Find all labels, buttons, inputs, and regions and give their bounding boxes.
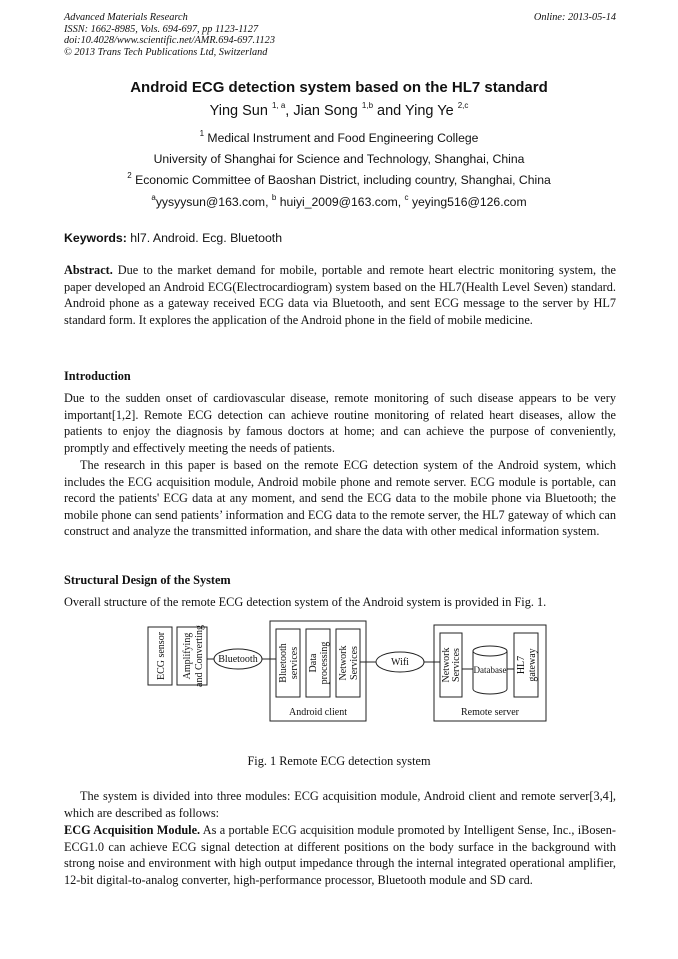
email-sup: c [404,193,409,202]
ecg-acquisition-text: As a portable ECG acquisition module promoted by Intelligent Sense, Inc., iBosen-ECG1.0 can achieve ECG signal detection at different positions on the body surface in the background with strong noise and environment with high output impedance through the internal integrated operational amplifier, 12-bit digital-to-analog converter, high-performance processor, Bluetooth module and SD card. [64,823,617,887]
abstract-text: Due to the market demand for mobile, portable and remote heart electric monitoring system, the paper developed an Android ECG(Electrocardiogram) system based on the HL7(Health Level Seven) standard. Android phone as a gateway received ECG data via Bluetooth, and sent ECG message to the server by HL7 standard form. It explores the application of the Android phone in the field of mobile medicine. [64,263,617,327]
modules-intro: The system is divided into three modules: ECG acquisition module, Android client and remote server[3,4], which are described as follows: [64,789,616,820]
affiliation-sup: 2 [127,171,132,180]
keywords [64,231,282,245]
network-services-label-2: Services [349,646,360,680]
email-line: $^a$yysyysun@163.com, $^b$ huiyi_2009@163.com, $^c$ yeying516@126.com [151,193,527,209]
bt-services-label-1: Bluetooth [278,643,289,683]
journal-name: Advanced Materials Research [64,12,188,23]
author-sup: 2,c [457,101,469,110]
email-sup: b [271,193,277,202]
keywords-text: hl7. Android. Ecg. Bluetooth [130,231,283,245]
affiliation-sup: 1 [199,129,205,138]
ecg-acquisition-paragraph [64,822,616,888]
wifi-label: Wifi [391,657,409,668]
copyright: © 2013 Trans Tech Publications Ltd, Switzerland [64,46,268,58]
network-services-label-1: Network [338,645,349,681]
author-name: Ying Ye [405,103,454,119]
affiliation-1 [0,131,678,145]
issn: ISSN: 1662-8985, Vols. 694-697, pp 1123-1127 [64,23,259,35]
affiliation-3 [0,173,678,187]
author-sep: , [285,103,294,119]
amplifying-label-2: and Converting [194,625,205,687]
email-sup: a [151,193,156,202]
introduction-heading: Introduction [64,369,131,383]
data-processing-label-2: processing [319,641,330,685]
journal-header [64,12,616,58]
introduction-paragraph-1: Due to the sudden onset of cardiovascular disease, remote monitoring of such disease appears to be very important[1,2]. Remote ECG detection can achieve routine monitoring of related heart diseases, allow the patients to enjoy the diagnosis by famous doctors at home; and can achieve the purpose of conveniently, promptly and effectively meeting the needs of patients. [64,391,616,455]
database-label: Database [473,665,507,675]
data-processing-label-1: Data [308,653,319,673]
figure-caption: Fig. 1 Remote ECG detection system [247,754,431,768]
affiliation-text: Economic Committee of Baoshan District, including country, Shanghai, China [135,173,551,187]
author-sup: 1, a [271,101,286,110]
bt-services-label-2: services [289,646,300,680]
author-name: Ying Sun [209,103,268,119]
author-list [0,103,678,119]
affiliation-2 [0,152,678,166]
email[interactable]: yysyysun@163.com [155,195,266,209]
author-sep: and [373,103,406,119]
ecg-acquisition-label: ECG Acquisition Module. [64,823,201,837]
android-client-label: Android client [288,707,348,718]
affiliation-text: University of Shanghai for Science and Technology, Shanghai, China [153,152,525,166]
remote-server-label: Remote server [460,707,520,718]
affiliation-text: Medical Instrument and Food Engineering College [207,131,479,145]
doi: doi:10.4028/www.scientific.net/AMR.694-697.1123 [64,35,275,47]
abstract-label: Abstract. [64,263,113,277]
srv-network-label-2: Services [451,648,462,682]
system-diagram [140,617,550,729]
structural-heading: Structural Design of the System [64,573,231,587]
online-date: Online: 2013-05-14 [533,12,616,23]
bluetooth-label: Bluetooth [218,654,258,665]
ecg-sensor-label: ECG sensor [156,631,167,681]
abstract [64,262,616,328]
hl7-label-1: HL7 [516,655,527,675]
structural-intro: Overall structure of the remote ECG detection system of the Android system is provided in Fig. 1. [64,595,547,609]
database-top [473,646,507,656]
introduction-paragraph-2: The research in this paper is based on the remote ECG detection system of the Android system, which includes the ECG acquisition module, Android mobile phone and remote server. ECG module is portable, can record the patients' ECG data at any moment, and send the ECG data to the mobile phone via Bluetooth; the mobile phone can send patients’ information and ECG data to the remote server, the HL7 gateway of which can construct and analyze the transmitted information, and share the data with other medical information system. [64,458,616,539]
paper-title: Android ECG detection system based on the HL7 standard [130,79,548,96]
keywords-label: Keywords: [64,231,127,245]
email[interactable]: huiyi_2009@163.com [279,195,398,209]
email[interactable]: yeying516@126.com [411,195,527,209]
amplifying-label-1: Amplifying [182,632,193,680]
author-name: Jian Song [293,103,358,119]
srv-network-label-1: Network [441,647,452,683]
hl7-label-2: gateway [527,648,538,682]
author-sup: 1,b [361,101,374,110]
